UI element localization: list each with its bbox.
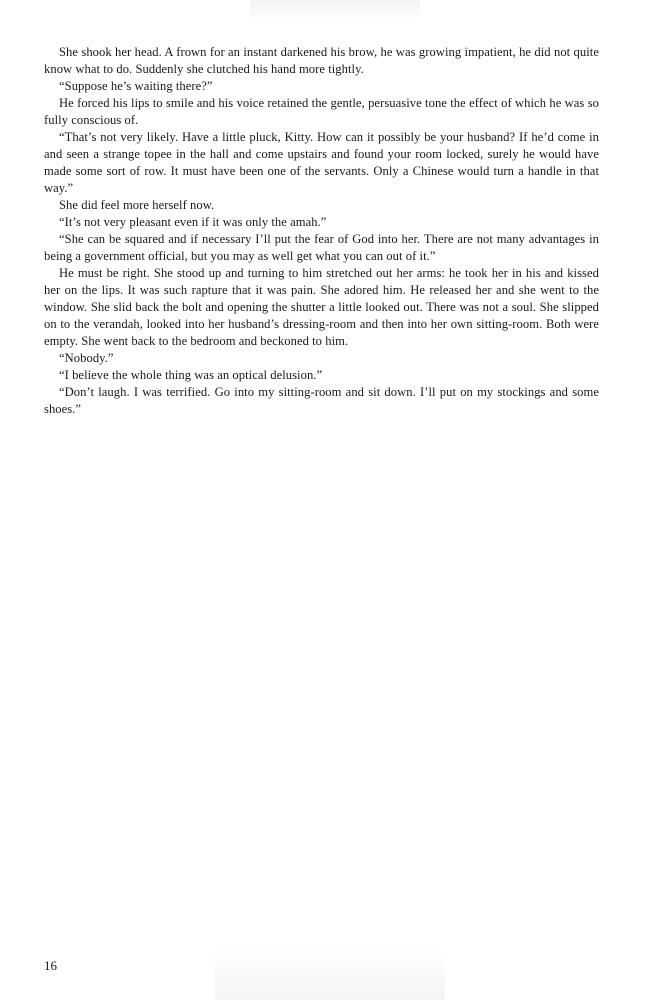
- scan-shadow-bottom: [215, 945, 445, 1000]
- page-number: 16: [44, 958, 57, 973]
- paragraph: “Suppose he’s waiting there?”: [59, 79, 213, 93]
- paragraph: “Don’t laugh. I was terrified. Go into my sitting-room and sit down. I’ll put on my stockings and some shoes.”: [44, 385, 599, 416]
- scan-shadow-top: [250, 0, 420, 20]
- paragraph: “I believe the whole thing was an optical delusion.”: [59, 368, 323, 382]
- paragraph: “It’s not very pleasant even if it was only the amah.”: [59, 215, 327, 229]
- paragraph: She did feel more herself now.: [59, 198, 215, 212]
- paragraph: “That’s not very likely. Have a little pluck, Kitty. How can it possibly be your husband? If he’d come in and seen a strange topee in the hall and come upstairs and found your room locked, surely he would have made some sort of row. It must have been one of the servants. Only a Chinese would turn a handle in that way.”: [44, 130, 599, 195]
- paragraph: He forced his lips to smile and his voice retained the gentle, persuasive tone the effect of which he was so fully conscious of.: [44, 96, 599, 127]
- body-text: [44, 44, 599, 418]
- paragraph: She shook her head. A frown for an instant darkened his brow, he was growing impatient, he did not quite know what to do. Suddenly she clutched his hand more tightly.: [44, 45, 599, 76]
- paragraph: He must be right. She stood up and turning to him stretched out her arms: he took her in his and kissed her on the lips. It was such rapture that it was pain. She adored him. He released her and she went to the window. She slid back the bolt and opening the shutter a little looked out. There was not a soul. She slipped on to the verandah, looked into her husband’s dressing-room and then into her own sitting-room. Both were empty. She went back to the bedroom and beckoned to him.: [44, 266, 599, 348]
- paragraph: “Nobody.”: [59, 351, 114, 365]
- paragraph: “She can be squared and if necessary I’ll put the fear of God into her. There are not many advantages in being a government official, but you may as well get what you can out of it.”: [44, 232, 599, 263]
